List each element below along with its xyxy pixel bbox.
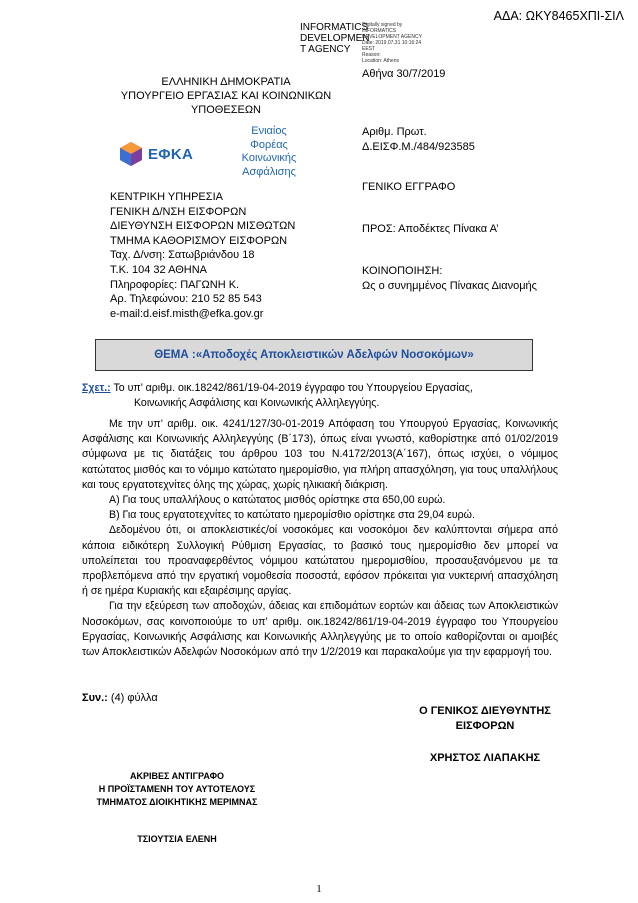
protocol-label: Αριθμ. Πρωτ.	[362, 126, 427, 138]
address-line: ΚΕΝΤΡΙΚΗ ΥΠΗΡΕΣΙΑ	[110, 191, 223, 203]
body-paragraph: Α) Για τους υπαλλήλους ο κατώτατος μισθός ορίστηκε στα 650,00 ευρώ.	[109, 494, 446, 507]
efka-logo	[118, 140, 198, 168]
attachments	[82, 692, 158, 704]
address-line: Τ.Κ. 104 32 ΑΘΗΝΑ	[110, 263, 207, 276]
efka-desc-line: Ενιαίος	[251, 125, 287, 137]
copy-line: ΑΚΡΙΒΕΣ ΑΝΤΙΓΡΑΦΟ	[130, 771, 224, 781]
ministry-line: ΥΠΟΘΕΣΕΩΝ	[190, 104, 262, 116]
reference-line1: Το υπ’ αριθμ. οικ.18242/861/19-04-2019 έγγραφο του Υπουργείου Εργασίας,	[110, 382, 473, 394]
page-number: 1	[316, 883, 322, 895]
signatory-title: Ο ΓΕΝΙΚΟΣ ΔΙΕΥΘΥΝΤΗΣ	[419, 705, 551, 717]
ministry-line: ΕΛΛΗΝΙΚΗ ΔΗΜΟΚΡΑΤΙΑ	[161, 76, 291, 88]
ministry-header	[100, 75, 352, 117]
body-paragraph: Β) Για τους εργατοτεχνίτες το κατώτατο ημερομίσθιο ορίστηκε στα 29,04 ευρώ.	[109, 509, 475, 522]
efka-desc-line: Ασφάλισης	[242, 165, 296, 178]
copy-line: ΤΜΗΜΑΤΟΣ ΔΙΟΙΚΗΤΙΚΗΣ ΜΕΡΙΜΝΑΣ	[96, 797, 258, 807]
recipients: ΠΡΟΣ: Αποδέκτες Πίνακα Α’	[362, 223, 499, 235]
efka-description	[236, 125, 302, 179]
reference-label: Σχετ.:	[82, 382, 111, 394]
address-line: ΓΕΝΙΚΗ Δ/ΝΣΗ ΕΙΣΦΟΡΩΝ	[110, 205, 247, 218]
signatory-name: ΧΡΗΣΤΟΣ ΛΙΑΠΑΚΗΣ	[429, 752, 541, 764]
document-type: ΓΕΝΙΚΟ ΕΓΓΡΑΦΟ	[362, 181, 456, 193]
body-paragraph: Με την υπ’ αριθμ. οικ. 4241/127/30-01-2019 Απόφαση του Υπουργού Εργασίας, Κοινωνικής Ασφάλισης και Κοινωνικής Αλληλεγγύης (Β΄173), όπως είναι γνωστό, καθορίστηκε από 01/02/2019 σύμφωνα με τις διατάξεις του άρθρου 103 του Ν.4172/2013(Α΄167), όπως ισχύει, ο νόμιμος κατώτατος μισθός και το νόμιμο κατώτατο ημερομίσθιο, για πλήρη απασχόληση, για τους υπαλλήλους και τους εργατοτεχνίτες όλης της χώρας, χωρίς ηλικιακή διάκριση.	[82, 418, 558, 491]
body-paragraph: Δεδομένου ότι, οι αποκλειστικές/οί νοσοκόμες και νοσοκόμοι δεν καλύπτονται σήμερα από κάποια ειδικότερη Συλλογική Ρύθμιση Εργασίας, το βασικό τους ημερομίσθιο δεν μπορεί να υπολείπεται του προαναφερθέντος νόμιμου κατώτατου ημερομισθίου, προσαυξανόμενου με τα προβλεπόμενα από την εργατική νομοθεσία ποσοστά, εφόσον πρόκειται για νυκτερινή απασχόληση ή σε ημέρα Κυριακής και εξαιρέσιμης αργίας.	[82, 524, 558, 598]
signature-detail-line: Digitally signed by	[362, 22, 403, 28]
subject-text: ΘΕΜΑ :«Αποδοχές Αποκλειστικών Αδελφών Νοσοκόμων»	[154, 349, 474, 361]
subject-box	[95, 339, 533, 371]
copy-name: ΤΣΙΟΥΤΣΙΑ ΕΛΕΝΗ	[137, 834, 217, 844]
address-line: Αρ. Τηλεφώνου: 210 52 85 543	[110, 293, 262, 306]
attachments-label: Συν.:	[82, 692, 108, 704]
cc-recipients: Ως ο συνημμένος Πίνακας Διανομής	[362, 280, 537, 292]
cc-label: ΚΟΙΝΟΠΟΙΗΣΗ:	[362, 265, 443, 277]
address-line: ΤΜΗΜΑ ΚΑΘΟΡΙΣΜΟΥ ΕΙΣΦΟΡΩΝ	[110, 234, 288, 247]
ministry-line: ΥΠΟΥΡΓΕΙΟ ΕΡΓΑΣΙΑΣ ΚΑΙ ΚΟΙΝΩΝΙΚΩΝ	[120, 90, 332, 102]
ada-code: ΑΔΑ: ΩΚΥ8465ΧΠΙ-ΣΙΛ	[493, 9, 624, 23]
address-line: e-mail:d.eisf.misth@efka.gov.gr	[110, 307, 264, 320]
address-line: Ταχ. Δ/νση: Σατωβριάνδου 18	[110, 249, 255, 262]
signatory-title: ΕΙΣΦΟΡΩΝ	[455, 720, 515, 732]
signature-detail-line: Reason:	[362, 52, 381, 58]
signature-detail-line: Date: 2019.07.31 10:16:24	[362, 40, 422, 46]
address-block	[110, 190, 350, 321]
copy-line: Η ΠΡΟΪΣΤΑΜΕΝΗ ΤΟΥ ΑΥΤΟΤΕΛΟΥΣ	[98, 784, 256, 794]
reference	[82, 381, 558, 411]
signature-detail-line: DEVELOPMENT AGENCY	[362, 34, 422, 40]
address-line: Πληροφορίες: ΠΑΓΩΝΗ Κ.	[110, 278, 240, 291]
signature-detail-line: Location: Athens	[362, 58, 399, 64]
signature-org-line: DEVELOPMEN	[300, 33, 370, 44]
signature-org-line: INFORMATICS	[300, 22, 369, 33]
signature-detail-line: INFORMATICS	[362, 28, 397, 34]
protocol-number: Δ.ΕΙΣΦ.Μ./484/923585	[362, 141, 475, 153]
signature-org-line: T AGENCY	[300, 44, 351, 55]
certified-copy	[82, 770, 272, 846]
efka-desc-line: Κοινωνικής	[241, 152, 297, 164]
signature-detail-line: EEST	[362, 46, 376, 52]
signature-details	[362, 22, 422, 64]
address-line: ΔΙΕΥΘΥΝΣΗ ΕΙΣΦΟΡΩΝ ΜΙΣΘΩΤΩΝ	[110, 220, 296, 233]
efka-desc-line: Φορέας	[250, 138, 288, 151]
attachments-count: (4) φύλλα	[107, 692, 158, 704]
body	[82, 417, 558, 660]
body-paragraph: Για την εξεύρεση των αποδοχών, άδειας και επιδομάτων εορτών και άδειας των Αποκλειστικών Νοσοκόμων, σας κοινοποιούμε το υπ’ αριθμ. οικ.18242/861/19-04-2019 έγγραφο του Υπουργείου Εργασίας, Κοινωνικής Ασφάλισης και Κοινωνικής Αλληλεγγύης με το οποίο καθορίζονται οι αμοιβές των Αποκλειστικών Αδελφών Νοσοκόμων από την 1/2/2019 και παρακαλούμε για την εφαρμογή του.	[82, 600, 558, 659]
efka-logo-icon	[118, 141, 144, 167]
reference-line2: Κοινωνικής Ασφάλισης και Κοινωνικής Αλληλεγγύης.	[134, 397, 380, 410]
signatory	[380, 704, 590, 766]
efka-logo-text: ΕΦΚΑ	[148, 145, 194, 163]
document-date: Αθήνα 30/7/2019	[362, 68, 446, 80]
